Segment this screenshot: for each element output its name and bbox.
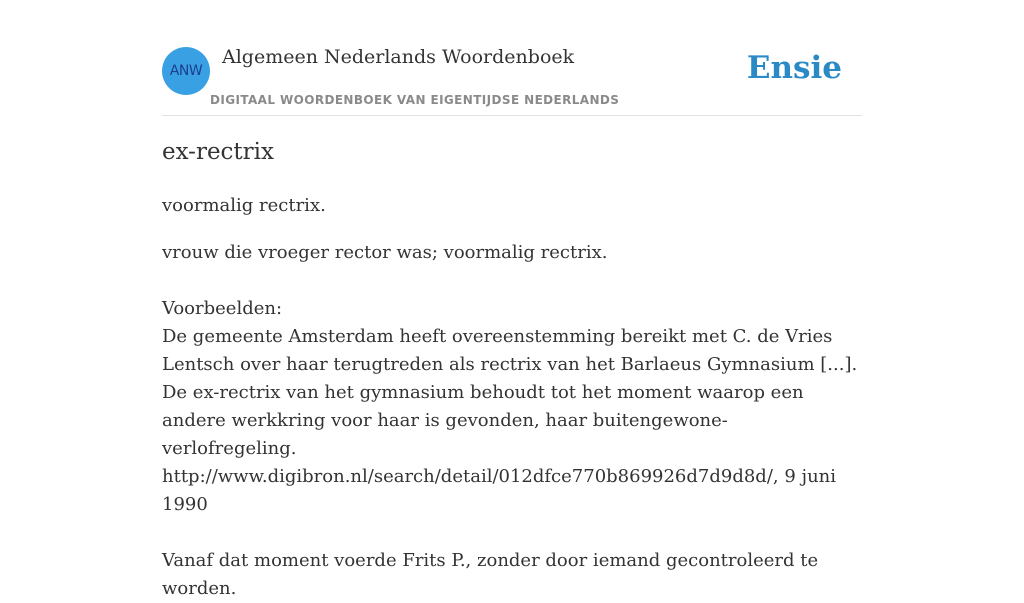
- anw-logo[interactable]: [162, 47, 210, 95]
- definition-body: vrouw die vroeger rector was; voormalig rectrix. Voorbeelden: De gemeente Amsterdam heeft overeenstemming bereikt met C. de Vries Lentsch over haar terugtreden als rectrix van het Barlaeus Gymnasium [...]. De ex-rectrix van het gymnasium behoudt tot het moment waarop een andere werkkring voor haar is gevonden, haar buitengewone-verlofregeling. http://www.digibron.nl/search/detail/012dfce770b869926d7d9d8d/, 9 juni 1990 Vanaf dat moment voerde Frits P., zonder door iemand gecontroleerd te worden.: [162, 242, 858, 599]
- short-definition: voormalig rectrix.: [162, 195, 326, 216]
- header-divider: [162, 115, 862, 116]
- entry-headword: ex-rectrix: [162, 139, 275, 165]
- source-subtitle: DIGITAAL WOORDENBOEK VAN EIGENTIJDSE NEDERLANDS: [210, 93, 620, 107]
- source-title[interactable]: Algemeen Nederlands Woordenboek: [222, 46, 575, 68]
- logo-text: ANW: [169, 63, 203, 79]
- ensie-brand-logo[interactable]: Ensie: [746, 50, 842, 86]
